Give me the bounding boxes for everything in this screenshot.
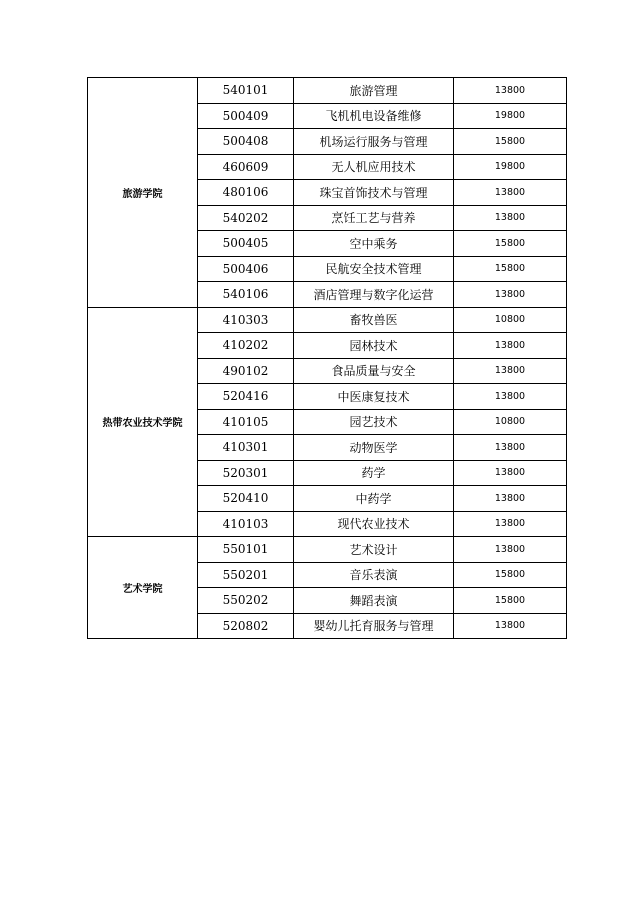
major-code: 410301 bbox=[198, 435, 294, 461]
major-name: 畜牧兽医 bbox=[294, 307, 454, 333]
tuition-fee: 13800 bbox=[454, 333, 567, 359]
major-name: 烹饪工艺与营养 bbox=[294, 205, 454, 231]
tuition-fee: 15800 bbox=[454, 231, 567, 257]
major-code: 520802 bbox=[198, 613, 294, 639]
major-name: 中药学 bbox=[294, 486, 454, 512]
tuition-fee: 13800 bbox=[454, 511, 567, 537]
major-name: 舞蹈表演 bbox=[294, 588, 454, 614]
major-name: 现代农业技术 bbox=[294, 511, 454, 537]
major-code: 410303 bbox=[198, 307, 294, 333]
tuition-fee: 15800 bbox=[454, 256, 567, 282]
tuition-fee: 10800 bbox=[454, 307, 567, 333]
major-code: 410103 bbox=[198, 511, 294, 537]
tuition-fee: 10800 bbox=[454, 409, 567, 435]
major-code: 500405 bbox=[198, 231, 294, 257]
table-row bbox=[88, 537, 567, 563]
major-code: 500408 bbox=[198, 129, 294, 155]
major-name: 艺术设计 bbox=[294, 537, 454, 563]
major-name: 机场运行服务与管理 bbox=[294, 129, 454, 155]
tuition-fee: 15800 bbox=[454, 588, 567, 614]
college-name: 旅游学院 bbox=[88, 78, 198, 308]
major-name: 婴幼儿托育服务与管理 bbox=[294, 613, 454, 639]
fee-table bbox=[87, 77, 567, 639]
college-name: 热带农业技术学院 bbox=[88, 307, 198, 537]
tuition-fee: 15800 bbox=[454, 562, 567, 588]
major-code: 550202 bbox=[198, 588, 294, 614]
tuition-fee: 13800 bbox=[454, 435, 567, 461]
major-name: 动物医学 bbox=[294, 435, 454, 461]
major-code: 540202 bbox=[198, 205, 294, 231]
tuition-fee: 13800 bbox=[454, 486, 567, 512]
tuition-fee: 13800 bbox=[454, 78, 567, 104]
major-name: 药学 bbox=[294, 460, 454, 486]
major-code: 410202 bbox=[198, 333, 294, 359]
major-name: 园林技术 bbox=[294, 333, 454, 359]
major-code: 520410 bbox=[198, 486, 294, 512]
major-name: 食品质量与安全 bbox=[294, 358, 454, 384]
major-name: 园艺技术 bbox=[294, 409, 454, 435]
major-name: 旅游管理 bbox=[294, 78, 454, 104]
table-row bbox=[88, 307, 567, 333]
major-code: 540101 bbox=[198, 78, 294, 104]
major-code: 550101 bbox=[198, 537, 294, 563]
table-row bbox=[88, 78, 567, 104]
major-name: 珠宝首饰技术与管理 bbox=[294, 180, 454, 206]
tuition-fee: 19800 bbox=[454, 103, 567, 129]
major-name: 音乐表演 bbox=[294, 562, 454, 588]
tuition-fee: 13800 bbox=[454, 537, 567, 563]
major-code: 520416 bbox=[198, 384, 294, 410]
major-code: 460609 bbox=[198, 154, 294, 180]
tuition-fee: 15800 bbox=[454, 129, 567, 155]
major-code: 520301 bbox=[198, 460, 294, 486]
major-name: 中医康复技术 bbox=[294, 384, 454, 410]
major-name: 飞机机电设备维修 bbox=[294, 103, 454, 129]
major-name: 无人机应用技术 bbox=[294, 154, 454, 180]
tuition-fee: 13800 bbox=[454, 613, 567, 639]
tuition-fee: 13800 bbox=[454, 460, 567, 486]
major-code: 480106 bbox=[198, 180, 294, 206]
major-code: 490102 bbox=[198, 358, 294, 384]
major-code: 540106 bbox=[198, 282, 294, 308]
major-code: 550201 bbox=[198, 562, 294, 588]
tuition-fee: 13800 bbox=[454, 358, 567, 384]
college-name: 艺术学院 bbox=[88, 537, 198, 639]
tuition-fee: 13800 bbox=[454, 205, 567, 231]
major-name: 民航安全技术管理 bbox=[294, 256, 454, 282]
tuition-fee: 13800 bbox=[454, 384, 567, 410]
major-code: 500406 bbox=[198, 256, 294, 282]
major-code: 410105 bbox=[198, 409, 294, 435]
major-name: 空中乘务 bbox=[294, 231, 454, 257]
major-name: 酒店管理与数字化运营 bbox=[294, 282, 454, 308]
tuition-fee: 13800 bbox=[454, 180, 567, 206]
major-code: 500409 bbox=[198, 103, 294, 129]
tuition-fee: 19800 bbox=[454, 154, 567, 180]
tuition-fee: 13800 bbox=[454, 282, 567, 308]
